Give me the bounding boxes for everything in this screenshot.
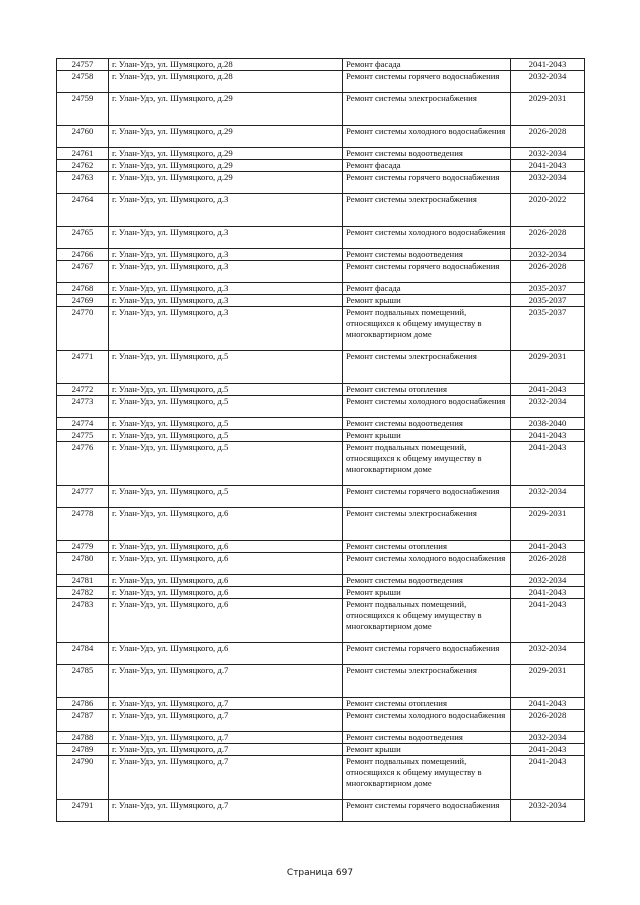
- table-row: [57, 508, 585, 541]
- table-row: [57, 249, 585, 261]
- row-work-type: Ремонт крыши: [343, 744, 511, 756]
- table-row: [57, 59, 585, 71]
- table-row: [57, 599, 585, 643]
- capital-repair-table: [56, 58, 585, 822]
- row-period: 2029-2031: [511, 351, 585, 384]
- row-address: г. Улан-Удэ, ул. Шумяцкого, д.5: [109, 442, 343, 486]
- table-row: [57, 710, 585, 732]
- row-work-type: Ремонт фасада: [343, 160, 511, 172]
- table-row: [57, 665, 585, 698]
- row-number: 24767: [57, 261, 109, 283]
- row-work-type: Ремонт системы холодного водоснабжения: [343, 710, 511, 732]
- table-row: [57, 800, 585, 822]
- row-work-type: Ремонт системы отопления: [343, 384, 511, 396]
- row-address: г. Улан-Удэ, ул. Шумяцкого, д.7: [109, 756, 343, 800]
- row-period: 2041-2043: [511, 59, 585, 71]
- table-row: [57, 643, 585, 665]
- row-number: 24772: [57, 384, 109, 396]
- row-work-type: Ремонт фасада: [343, 59, 511, 71]
- row-address: г. Улан-Удэ, ул. Шумяцкого, д.7: [109, 698, 343, 710]
- row-period: 2032-2034: [511, 800, 585, 822]
- row-address: г. Улан-Удэ, ул. Шумяцкого, д.7: [109, 744, 343, 756]
- row-work-type: Ремонт системы водоотведения: [343, 148, 511, 160]
- row-address: г. Улан-Удэ, ул. Шумяцкого, д.3: [109, 227, 343, 249]
- row-number: 24790: [57, 756, 109, 800]
- table-row: [57, 732, 585, 744]
- row-address: г. Улан-Удэ, ул. Шумяцкого, д.5: [109, 384, 343, 396]
- row-period: 2038-2040: [511, 418, 585, 430]
- row-period: 2032-2034: [511, 643, 585, 665]
- row-address: г. Улан-Удэ, ул. Шумяцкого, д.3: [109, 261, 343, 283]
- table-row: [57, 71, 585, 93]
- row-address: г. Улан-Удэ, ул. Шумяцкого, д.6: [109, 553, 343, 575]
- row-period: 2026-2028: [511, 227, 585, 249]
- table-row: [57, 148, 585, 160]
- row-work-type: Ремонт крыши: [343, 430, 511, 442]
- row-address: г. Улан-Удэ, ул. Шумяцкого, д.5: [109, 486, 343, 508]
- table-row: [57, 261, 585, 283]
- row-number: 24765: [57, 227, 109, 249]
- row-work-type: Ремонт системы горячего водоснабжения: [343, 643, 511, 665]
- row-work-type: Ремонт системы водоотведения: [343, 418, 511, 430]
- row-number: 24776: [57, 442, 109, 486]
- row-number: 24779: [57, 541, 109, 553]
- row-number: 24758: [57, 71, 109, 93]
- row-period: 2041-2043: [511, 160, 585, 172]
- row-number: 24789: [57, 744, 109, 756]
- row-address: г. Улан-Удэ, ул. Шумяцкого, д.6: [109, 643, 343, 665]
- table-row: [57, 418, 585, 430]
- table-row: [57, 541, 585, 553]
- table-row: [57, 553, 585, 575]
- row-number: 24788: [57, 732, 109, 744]
- row-address: г. Улан-Удэ, ул. Шумяцкого, д.5: [109, 396, 343, 418]
- row-period: 2026-2028: [511, 710, 585, 732]
- row-address: г. Улан-Удэ, ул. Шумяцкого, д.29: [109, 126, 343, 148]
- row-work-type: Ремонт системы водоотведения: [343, 575, 511, 587]
- row-number: 24771: [57, 351, 109, 384]
- row-period: 2041-2043: [511, 698, 585, 710]
- table-row: [57, 430, 585, 442]
- row-number: 24777: [57, 486, 109, 508]
- row-number: 24768: [57, 283, 109, 295]
- row-period: 2029-2031: [511, 93, 585, 126]
- row-work-type: Ремонт системы горячего водоснабжения: [343, 71, 511, 93]
- row-number: 24766: [57, 249, 109, 261]
- table-row: [57, 756, 585, 800]
- row-period: 2032-2034: [511, 148, 585, 160]
- row-work-type: Ремонт крыши: [343, 587, 511, 599]
- row-address: г. Улан-Удэ, ул. Шумяцкого, д.28: [109, 59, 343, 71]
- row-period: 2035-2037: [511, 307, 585, 351]
- row-address: г. Улан-Удэ, ул. Шумяцкого, д.7: [109, 665, 343, 698]
- row-period: 2041-2043: [511, 587, 585, 599]
- row-period: 2032-2034: [511, 249, 585, 261]
- table-row: [57, 93, 585, 126]
- table-row: [57, 587, 585, 599]
- row-period: 2041-2043: [511, 541, 585, 553]
- row-address: г. Улан-Удэ, ул. Шумяцкого, д.29: [109, 160, 343, 172]
- row-address: г. Улан-Удэ, ул. Шумяцкого, д.6: [109, 599, 343, 643]
- row-number: 24769: [57, 295, 109, 307]
- row-period: 2032-2034: [511, 732, 585, 744]
- row-address: г. Улан-Удэ, ул. Шумяцкого, д.3: [109, 283, 343, 295]
- row-period: 2032-2034: [511, 575, 585, 587]
- row-period: 2020-2022: [511, 194, 585, 227]
- row-work-type: Ремонт фасада: [343, 283, 511, 295]
- row-address: г. Улан-Удэ, ул. Шумяцкого, д.3: [109, 295, 343, 307]
- row-number: 24762: [57, 160, 109, 172]
- table-row: [57, 307, 585, 351]
- row-address: г. Улан-Удэ, ул. Шумяцкого, д.7: [109, 800, 343, 822]
- row-number: 24783: [57, 599, 109, 643]
- row-number: 24778: [57, 508, 109, 541]
- row-address: г. Улан-Удэ, ул. Шумяцкого, д.6: [109, 587, 343, 599]
- table-row: [57, 227, 585, 249]
- table-row: [57, 172, 585, 194]
- row-period: 2041-2043: [511, 599, 585, 643]
- row-address: г. Улан-Удэ, ул. Шумяцкого, д.28: [109, 71, 343, 93]
- table-row: [57, 351, 585, 384]
- row-number: 24791: [57, 800, 109, 822]
- table-row: [57, 295, 585, 307]
- row-number: 24787: [57, 710, 109, 732]
- row-work-type: Ремонт подвальных помещений, относящихся к общему имуществу в многоквартирном доме: [343, 599, 511, 643]
- row-work-type: Ремонт системы электроснабжения: [343, 194, 511, 227]
- row-work-type: Ремонт подвальных помещений, относящихся к общему имуществу в многоквартирном доме: [343, 756, 511, 800]
- row-number: 24760: [57, 126, 109, 148]
- row-number: 24763: [57, 172, 109, 194]
- row-period: 2041-2043: [511, 430, 585, 442]
- row-number: 24764: [57, 194, 109, 227]
- row-work-type: Ремонт системы отопления: [343, 698, 511, 710]
- row-address: г. Улан-Удэ, ул. Шумяцкого, д.3: [109, 249, 343, 261]
- row-work-type: Ремонт системы водоотведения: [343, 249, 511, 261]
- table-row: [57, 126, 585, 148]
- row-work-type: Ремонт крыши: [343, 295, 511, 307]
- row-period: 2026-2028: [511, 553, 585, 575]
- row-work-type: Ремонт системы горячего водоснабжения: [343, 800, 511, 822]
- row-address: г. Улан-Удэ, ул. Шумяцкого, д.7: [109, 710, 343, 732]
- row-work-type: Ремонт подвальных помещений, относящихся к общему имуществу в многоквартирном доме: [343, 307, 511, 351]
- row-period: 2026-2028: [511, 261, 585, 283]
- table-row: [57, 744, 585, 756]
- row-period: 2035-2037: [511, 295, 585, 307]
- row-number: 24775: [57, 430, 109, 442]
- row-address: г. Улан-Удэ, ул. Шумяцкого, д.5: [109, 418, 343, 430]
- row-number: 24757: [57, 59, 109, 71]
- row-address: г. Улан-Удэ, ул. Шумяцкого, д.3: [109, 307, 343, 351]
- table-row: [57, 194, 585, 227]
- row-work-type: Ремонт системы горячего водоснабжения: [343, 172, 511, 194]
- row-period: 2026-2028: [511, 126, 585, 148]
- row-number: 24786: [57, 698, 109, 710]
- row-number: 24761: [57, 148, 109, 160]
- row-period: 2032-2034: [511, 486, 585, 508]
- row-work-type: Ремонт системы электроснабжения: [343, 508, 511, 541]
- row-period: 2041-2043: [511, 744, 585, 756]
- row-work-type: Ремонт подвальных помещений, относящихся к общему имуществу в многоквартирном доме: [343, 442, 511, 486]
- row-number: 24773: [57, 396, 109, 418]
- row-work-type: Ремонт системы электроснабжения: [343, 665, 511, 698]
- table-row: [57, 160, 585, 172]
- table-body: [57, 59, 585, 822]
- row-address: г. Улан-Удэ, ул. Шумяцкого, д.3: [109, 194, 343, 227]
- row-work-type: Ремонт системы электроснабжения: [343, 93, 511, 126]
- row-work-type: Ремонт системы холодного водоснабжения: [343, 126, 511, 148]
- row-work-type: Ремонт системы холодного водоснабжения: [343, 553, 511, 575]
- table-row: [57, 283, 585, 295]
- row-work-type: Ремонт системы горячего водоснабжения: [343, 261, 511, 283]
- row-number: 24785: [57, 665, 109, 698]
- row-period: 2032-2034: [511, 71, 585, 93]
- row-work-type: Ремонт системы горячего водоснабжения: [343, 486, 511, 508]
- row-period: 2041-2043: [511, 756, 585, 800]
- row-number: 24759: [57, 93, 109, 126]
- row-address: г. Улан-Удэ, ул. Шумяцкого, д.7: [109, 732, 343, 744]
- table-row: [57, 384, 585, 396]
- row-number: 24774: [57, 418, 109, 430]
- row-work-type: Ремонт системы холодного водоснабжения: [343, 396, 511, 418]
- row-period: 2032-2034: [511, 396, 585, 418]
- row-number: 24782: [57, 587, 109, 599]
- table-row: [57, 442, 585, 486]
- table-row: [57, 396, 585, 418]
- table-row: [57, 486, 585, 508]
- row-work-type: Ремонт системы отопления: [343, 541, 511, 553]
- row-number: 24770: [57, 307, 109, 351]
- row-period: 2029-2031: [511, 508, 585, 541]
- row-number: 24784: [57, 643, 109, 665]
- row-address: г. Улан-Удэ, ул. Шумяцкого, д.29: [109, 172, 343, 194]
- row-period: 2032-2034: [511, 172, 585, 194]
- row-work-type: Ремонт системы холодного водоснабжения: [343, 227, 511, 249]
- row-address: г. Улан-Удэ, ул. Шумяцкого, д.5: [109, 351, 343, 384]
- row-address: г. Улан-Удэ, ул. Шумяцкого, д.5: [109, 430, 343, 442]
- row-number: 24780: [57, 553, 109, 575]
- table-row: [57, 698, 585, 710]
- row-work-type: Ремонт системы водоотведения: [343, 732, 511, 744]
- row-address: г. Улан-Удэ, ул. Шумяцкого, д.6: [109, 508, 343, 541]
- row-address: г. Улан-Удэ, ул. Шумяцкого, д.6: [109, 575, 343, 587]
- row-address: г. Улан-Удэ, ул. Шумяцкого, д.29: [109, 148, 343, 160]
- row-period: 2041-2043: [511, 442, 585, 486]
- row-number: 24781: [57, 575, 109, 587]
- row-period: 2029-2031: [511, 665, 585, 698]
- row-period: 2035-2037: [511, 283, 585, 295]
- row-address: г. Улан-Удэ, ул. Шумяцкого, д.6: [109, 541, 343, 553]
- row-work-type: Ремонт системы электроснабжения: [343, 351, 511, 384]
- page-number: Страница 697: [286, 868, 354, 878]
- row-period: 2041-2043: [511, 384, 585, 396]
- row-address: г. Улан-Удэ, ул. Шумяцкого, д.29: [109, 93, 343, 126]
- table-row: [57, 575, 585, 587]
